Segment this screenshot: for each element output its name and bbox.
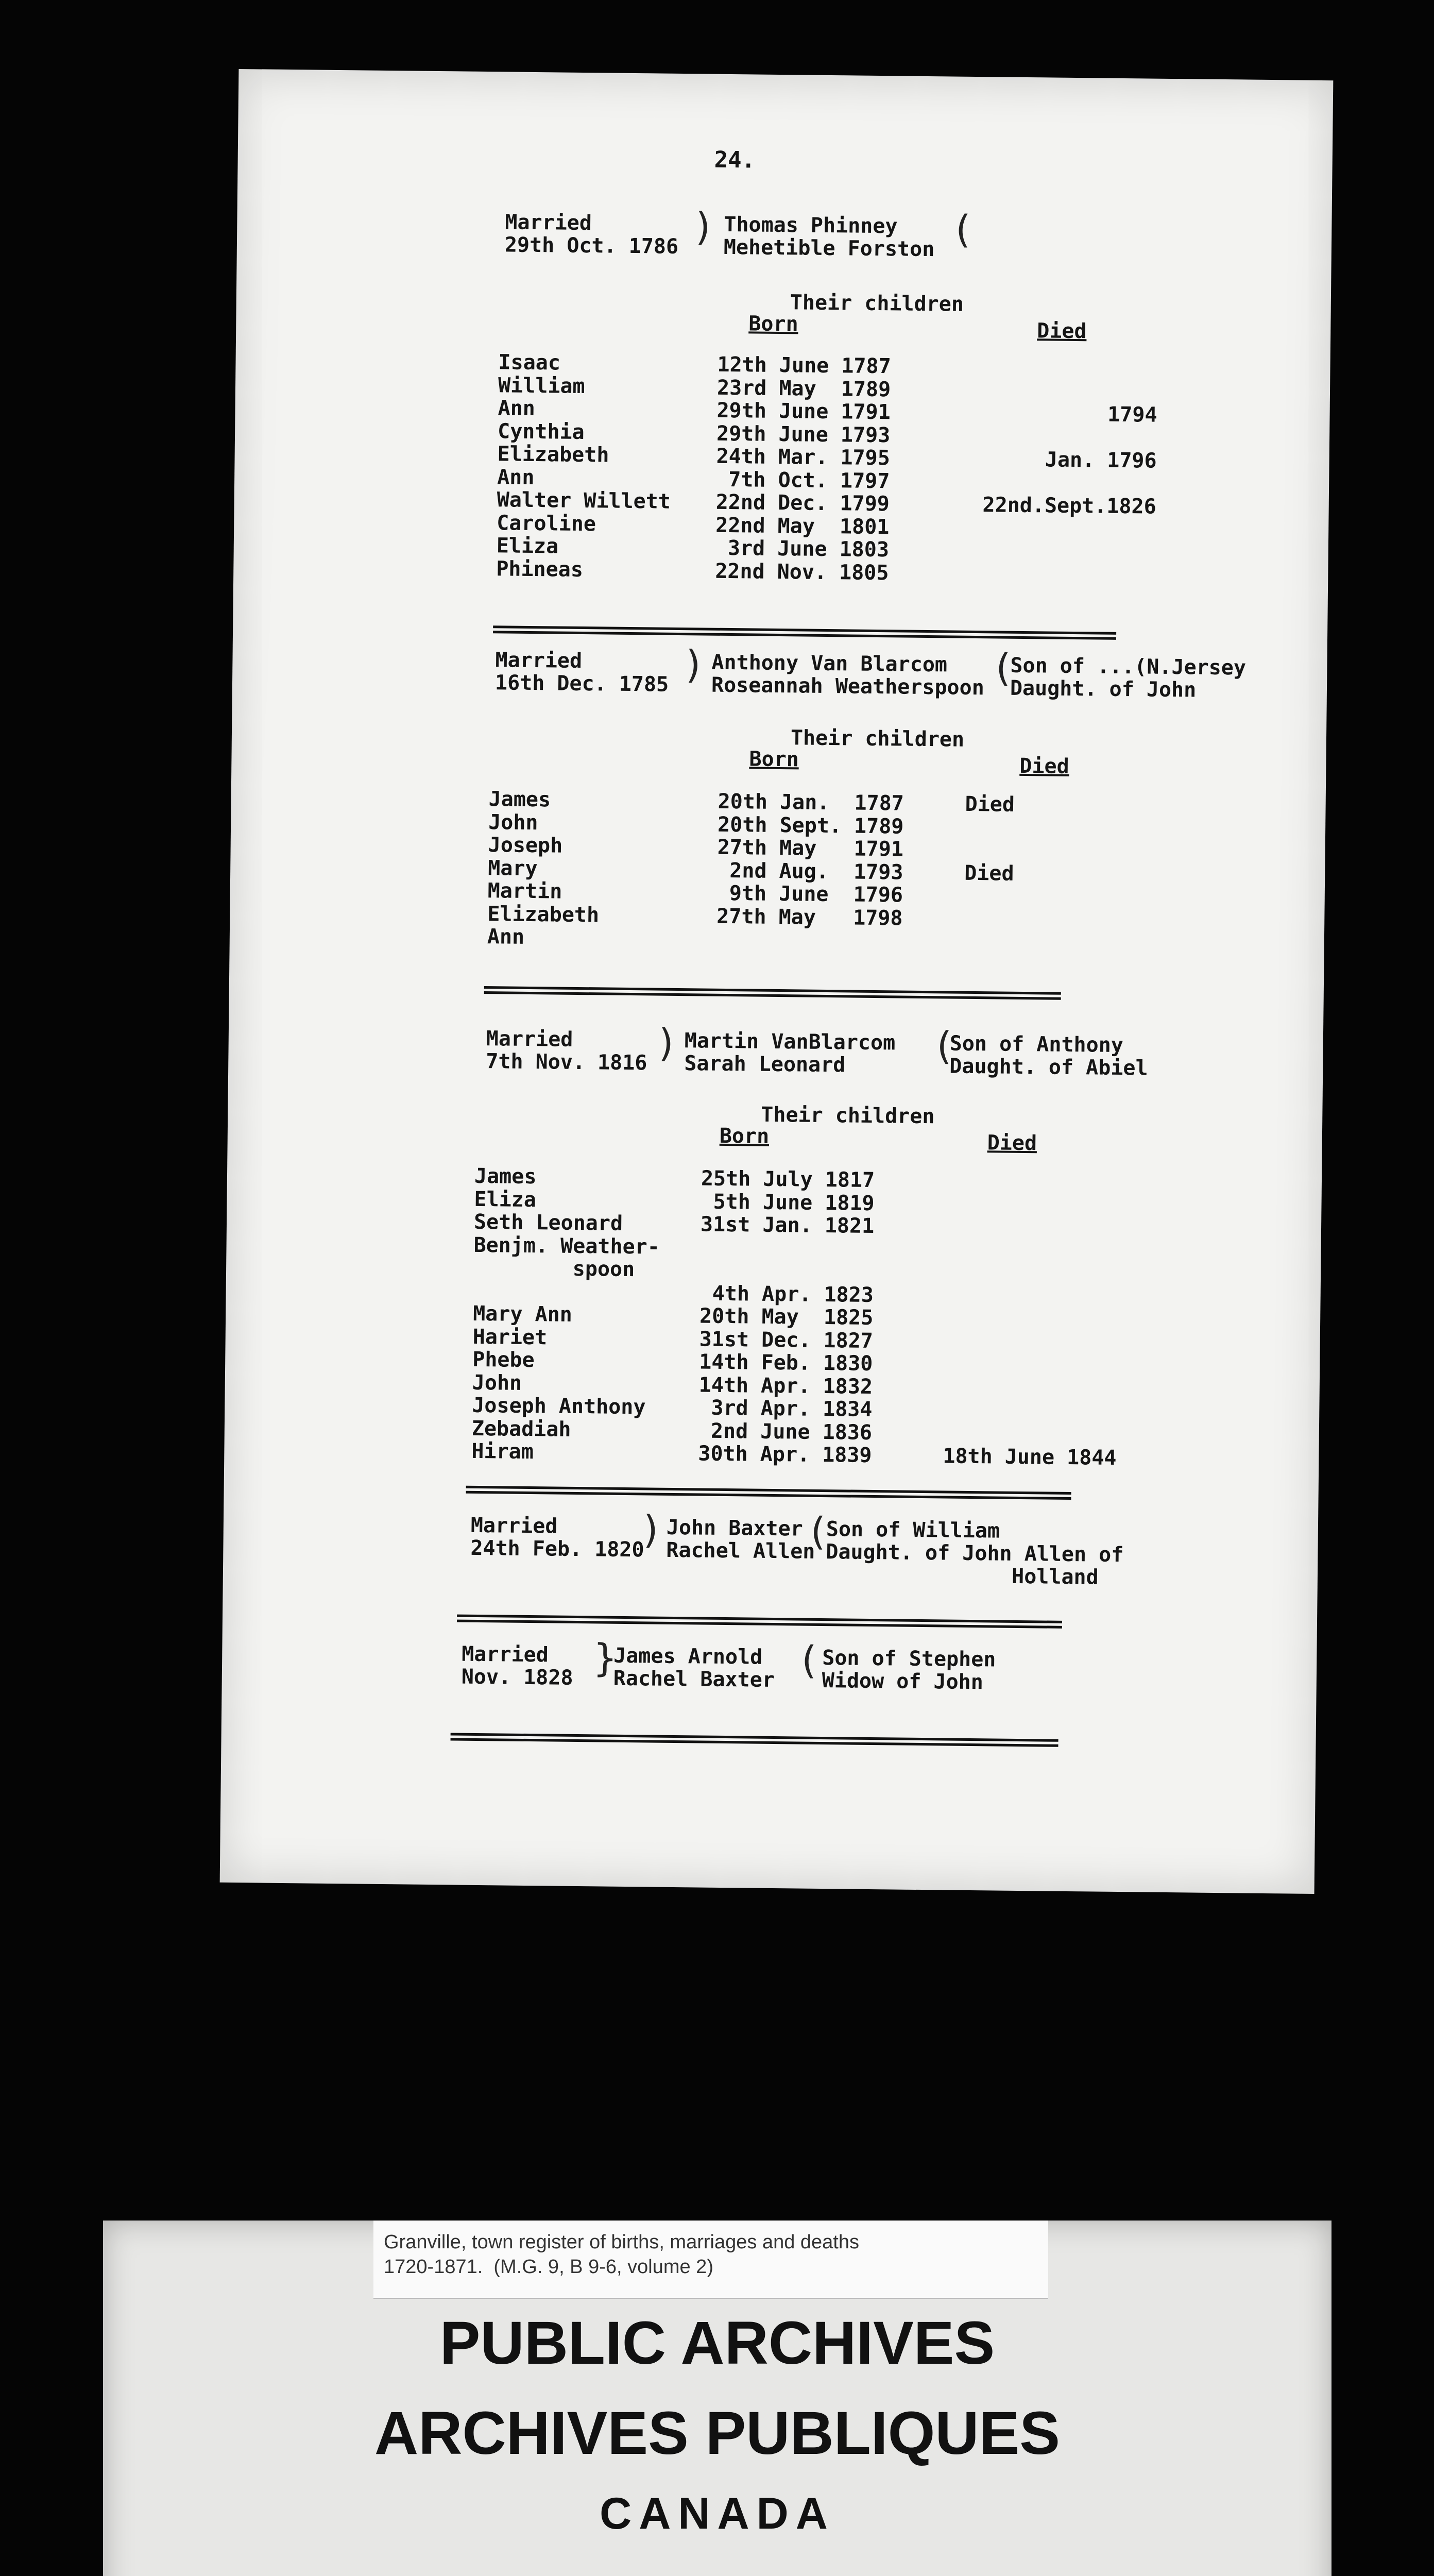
- spouse-husband: Anthony Van Blarcom: [711, 650, 948, 677]
- archive-label: [373, 2221, 1048, 2299]
- brace: (: [801, 1638, 817, 1683]
- archive-label-line2: 1720-1871. (M.G. 9, B 9-6, volume 2): [384, 2256, 713, 2278]
- child-born: 30th Apr. 1839: [698, 1442, 872, 1467]
- spouse-husband: John Baxter: [666, 1515, 804, 1541]
- child-died: Died: [965, 792, 1015, 817]
- spouse-husband: James Arnold: [613, 1643, 763, 1669]
- spouse-note: Daught. of John: [1010, 676, 1197, 702]
- section-divider: [493, 625, 1116, 640]
- child-born: 27th May 1798: [716, 904, 903, 930]
- child-born: 31st Jan. 1821: [700, 1212, 875, 1239]
- child-name: Mary Ann: [472, 1301, 573, 1327]
- child-name: Joseph: [488, 833, 563, 858]
- child-born: 9th June 1796: [716, 881, 903, 907]
- child-born: 25th July 1817: [701, 1166, 875, 1193]
- spouse-note: Son of Anthony: [949, 1031, 1124, 1058]
- spouse-wife: Mehetible Forston: [723, 235, 935, 262]
- child-name: James: [488, 787, 551, 812]
- children-heading: Their children: [790, 291, 964, 316]
- child-name: Caroline: [497, 511, 596, 536]
- child-born: 4th Apr. 1823: [699, 1281, 874, 1308]
- child-born: 7th Oct. 1797: [715, 467, 890, 494]
- spouse-husband: Thomas Phinney: [724, 212, 898, 239]
- section-divider: [484, 986, 1061, 1000]
- child-born: 22nd Nov. 1805: [715, 559, 889, 585]
- spouse-husband: Martin VanBlarcom: [684, 1029, 896, 1055]
- children-heading: Their children: [761, 1103, 935, 1129]
- stamp-line-archives-publiques: ARCHIVES PUBLIQUES: [374, 2399, 1060, 2467]
- child-born: 14th Feb. 1830: [699, 1350, 873, 1376]
- married-label: Married: [462, 1642, 549, 1667]
- child-born: 12th June 1787: [717, 352, 891, 379]
- child-name: Mary: [488, 856, 538, 881]
- child-name: Walter Willett: [497, 488, 671, 514]
- child-name: Ann: [498, 396, 536, 421]
- child-born: 20th Jan. 1787: [718, 789, 904, 816]
- brace: (: [995, 646, 1011, 690]
- child-died: 22nd.Sept.1826: [982, 493, 1156, 519]
- spouse-wife: Sarah Leonard: [684, 1052, 846, 1077]
- spouse-note: Daught. of John Allen of: [826, 1540, 1124, 1567]
- child-name: Benjm. Weather-: [473, 1233, 660, 1259]
- child-born: 29th June 1791: [716, 398, 891, 425]
- archive-label-line1: Granville, town register of births, marriages and deaths: [384, 2231, 859, 2253]
- child-name: Elizabeth: [487, 902, 600, 927]
- brace: }: [592, 1636, 618, 1681]
- child-born: 14th Apr. 1832: [698, 1373, 873, 1399]
- children-heading: Their children: [790, 726, 965, 752]
- child-born: 22nd May 1801: [715, 513, 890, 539]
- married-label: Married: [495, 648, 583, 673]
- archive-card: [103, 2221, 1331, 2576]
- brace: ): [658, 1021, 674, 1065]
- child-died: 1794: [1107, 402, 1157, 427]
- child-born: 31st Dec. 1827: [699, 1327, 874, 1353]
- child-born: 2nd June 1836: [698, 1419, 873, 1445]
- child-name: Eliza: [474, 1187, 537, 1212]
- section-divider: [457, 1615, 1062, 1629]
- child-name: Hiram: [471, 1439, 534, 1464]
- died-heading: Died: [1019, 754, 1069, 778]
- section-divider: [466, 1486, 1071, 1500]
- child-born: 3rd June 1803: [715, 536, 890, 562]
- section-divider: [451, 1733, 1059, 1747]
- child-name: Phebe: [472, 1347, 535, 1372]
- child-born: 24th Mar. 1795: [716, 444, 891, 470]
- child-born: 29th June 1793: [716, 421, 891, 448]
- married-date: Nov. 1828: [461, 1665, 573, 1690]
- register-page: [220, 69, 1334, 1894]
- married-label: Married: [486, 1027, 573, 1052]
- born-heading: Born: [749, 747, 799, 772]
- brace: ): [685, 642, 701, 687]
- child-born: 23rd May 1789: [716, 376, 891, 402]
- born-heading: Born: [719, 1124, 770, 1148]
- brace: (: [810, 1509, 826, 1554]
- child-name: Cynthia: [497, 419, 585, 445]
- married-date: 7th Nov. 1816: [486, 1049, 647, 1075]
- child-name: spoon: [473, 1256, 635, 1282]
- married-date: 29th Oct. 1786: [504, 233, 679, 259]
- brace: ): [643, 1507, 659, 1552]
- child-died: Died: [964, 861, 1014, 886]
- child-born: 22nd Dec. 1799: [715, 490, 890, 516]
- spouse-note: Daught. of Abiel: [949, 1054, 1148, 1080]
- child-name: John: [488, 810, 538, 835]
- spouse-wife: Rachel Allen: [666, 1538, 815, 1564]
- child-born: 27th May 1791: [717, 835, 904, 861]
- page-number: 24.: [714, 146, 756, 174]
- child-born: 20th Sept. 1789: [717, 812, 904, 839]
- child-name: John: [472, 1370, 522, 1395]
- child-name: Seth Leonard: [473, 1210, 623, 1235]
- married-date: 16th Dec. 1785: [494, 671, 669, 697]
- child-name: Phineas: [496, 557, 584, 582]
- brace: (: [955, 207, 971, 252]
- spouse-note: Son of ...(N.Jersey: [1010, 653, 1247, 680]
- child-born: 2nd Aug. 1793: [717, 858, 903, 885]
- child-name: Hariet: [472, 1325, 548, 1350]
- child-name: Martin: [487, 879, 562, 904]
- child-name: Ann: [487, 925, 525, 949]
- child-born: 3rd Apr. 1834: [698, 1396, 873, 1421]
- born-heading: Born: [748, 312, 798, 336]
- spouse-note: Son of Stephen: [822, 1646, 996, 1672]
- child-died: 18th June 1844: [943, 1444, 1117, 1470]
- child-name: Eliza: [496, 534, 559, 558]
- child-born: 20th May 1825: [699, 1304, 874, 1330]
- stamp-line-canada: CANADA: [600, 2489, 835, 2538]
- spouse-wife: Rachel Baxter: [613, 1666, 775, 1692]
- spouse-note: Son of William: [826, 1517, 1000, 1543]
- child-name: William: [498, 374, 585, 399]
- married-date: 24th Feb. 1820: [470, 1536, 644, 1562]
- spouse-note: Widow of John: [822, 1669, 984, 1694]
- spouse-note: Holland: [825, 1563, 1099, 1589]
- married-label: Married: [470, 1513, 558, 1538]
- child-name: James: [474, 1164, 537, 1189]
- died-heading: Died: [1037, 319, 1087, 344]
- spouse-wife: Roseannah Weatherspoon: [711, 673, 985, 700]
- brace: ): [695, 205, 711, 249]
- child-name: Joseph Anthony: [472, 1393, 646, 1419]
- married-label: Married: [505, 210, 592, 235]
- stamp-line-public-archives: PUBLIC ARCHIVES: [439, 2309, 995, 2377]
- child-name: Isaac: [498, 350, 561, 375]
- brace: (: [936, 1024, 952, 1069]
- child-name: Zebadiah: [471, 1416, 571, 1442]
- child-name: Elizabeth: [497, 442, 609, 467]
- child-died: Jan. 1796: [1045, 448, 1157, 473]
- child-born: 5th June 1819: [701, 1190, 875, 1216]
- marriage-record-1: [238, 69, 1333, 585]
- died-heading: Died: [987, 1131, 1037, 1156]
- child-name: Ann: [497, 465, 535, 490]
